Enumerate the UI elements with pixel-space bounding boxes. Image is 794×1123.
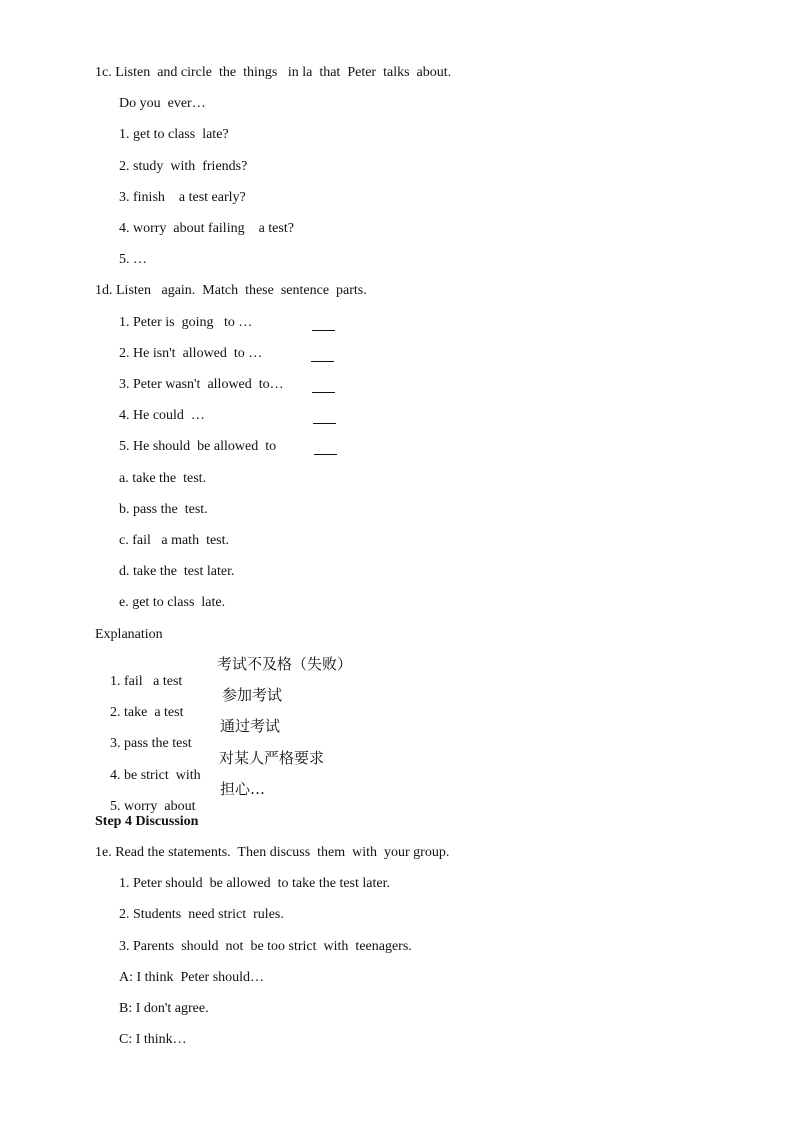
answer-blank[interactable] xyxy=(312,330,335,331)
step4-heading: Step 4 Discussion xyxy=(95,814,199,829)
sentence-part: 3. Peter wasn't allowed to… xyxy=(119,377,284,392)
statement: 3. Parents should not be too strict with teenagers. xyxy=(119,939,412,954)
sentence-ending: e. get to class late. xyxy=(119,595,226,610)
explanation-term: 5. worry about xyxy=(110,799,196,814)
explanation-meaning: 考试不及格（失败） xyxy=(217,655,353,673)
sentence-part: 2. He isn't allowed to … xyxy=(119,346,263,361)
list-item: 1. get to class late? xyxy=(119,127,229,142)
explanation-term: 2. take a test xyxy=(110,705,184,720)
explanation-heading: Explanation xyxy=(95,627,163,642)
section-1c-prompt: Do you ever… xyxy=(119,96,206,111)
answer-blank[interactable] xyxy=(311,361,334,362)
dialogue-line: C: I think… xyxy=(119,1032,187,1047)
sentence-ending: c. fail a math test. xyxy=(119,533,230,548)
list-item: 3. finish a test early? xyxy=(119,190,246,205)
list-item: 2. study with friends? xyxy=(119,159,248,174)
explanation-row xyxy=(103,720,192,752)
sentence-part: 5. He should be allowed to xyxy=(119,439,277,454)
dialogue-line: B: I don't agree. xyxy=(119,1001,209,1016)
explanation-term: 3. pass the test xyxy=(110,736,192,751)
explanation-meaning: 对某人严格要求 xyxy=(219,749,325,767)
section-1c-heading: 1c. Listen and circle the things in la that Peter talks about. xyxy=(95,65,452,80)
explanation-meaning: 担心… xyxy=(220,780,266,798)
explanation-row xyxy=(103,752,201,784)
answer-blank[interactable] xyxy=(313,423,336,424)
statement: 2. Students need strict rules. xyxy=(119,907,284,922)
dialogue-line: A: I think Peter should… xyxy=(119,970,265,985)
sentence-part: 1. Peter is going to … xyxy=(119,315,253,330)
explanation-meaning: 参加考试 xyxy=(222,686,283,704)
explanation-row xyxy=(103,689,183,721)
statement: 1. Peter should be allowed to take the test later. xyxy=(119,876,390,891)
sentence-ending: d. take the test later. xyxy=(119,564,235,579)
answer-blank[interactable] xyxy=(314,454,337,455)
answer-blank[interactable] xyxy=(312,392,335,393)
list-item: 4. worry about failing a test? xyxy=(119,221,294,236)
explanation-meaning: 通过考试 xyxy=(220,717,281,735)
step4-task: 1e. Read the statements. Then discuss them with your group. xyxy=(95,845,450,860)
sentence-ending: b. pass the test. xyxy=(119,502,208,517)
list-item: 5. … xyxy=(119,252,147,267)
explanation-row xyxy=(103,783,196,815)
section-1d-heading: 1d. Listen again. Match these sentence parts. xyxy=(95,283,367,298)
sentence-part: 4. He could … xyxy=(119,408,205,423)
explanation-row xyxy=(103,658,182,690)
sentence-ending: a. take the test. xyxy=(119,471,207,486)
explanation-term: 4. be strict with xyxy=(110,768,201,783)
explanation-term: 1. fail a test xyxy=(110,674,183,689)
